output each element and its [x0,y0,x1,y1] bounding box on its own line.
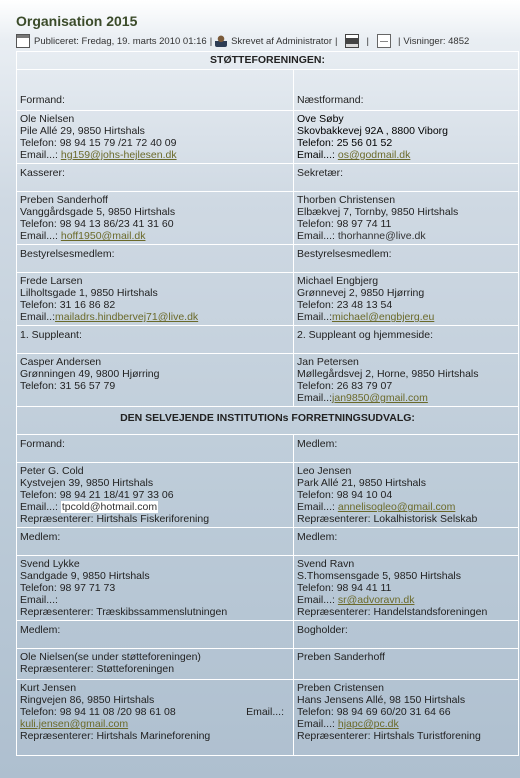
contact-phone: Telefon: 98 94 11 08 /20 98 61 08 [20,706,176,718]
email-link[interactable]: mailadrs.hindbervej71@live.dk [55,311,199,323]
email-label: Email...: [297,594,335,606]
role-text: Medlem: [297,438,338,450]
role-label [17,435,294,463]
contact-address: Kystvejen 39, 9850 Hirtshals [20,477,154,489]
separator: | [209,35,213,47]
calendar-icon [16,34,30,48]
email-label: Email...: [20,149,58,161]
role-text: Formand: [20,438,65,450]
contact-name: Ole Nielsen(se under støtteforeningen) [20,651,201,663]
contact-name: Michael Engbjerg [297,275,379,287]
role-text: Bogholder: [297,624,348,636]
section-heading: DEN SELVEJENDE INSTITUTIONs FORRETNINGSUDVALG: [17,407,519,435]
contact-name: Casper Andersen [20,356,102,368]
email-link[interactable]: michael@engbjerg.eu [332,311,435,323]
role-label [17,164,294,192]
contact-name: Leo Jensen [297,465,352,477]
email-link[interactable]: annelisogleo@gmail.com [337,501,456,513]
contact-address: Hans Jensens Allé, 98 150 Hirtshals [297,694,466,706]
role-text: Næstformand: [297,94,364,106]
contact-card [17,556,294,621]
contact-phone: Telefon: 98 94 21 18/41 97 33 06 [20,489,174,501]
separator: | [397,35,401,47]
contact-address: Ringvejen 86, 9850 Hirtshals [20,694,155,706]
contact-card [294,649,519,680]
contact-phone: Telefon: 98 94 13 86/23 41 31 60 [20,218,174,230]
represents: Repræsenterer: Handelstandsforeningen [297,606,488,618]
contact-address: Vanggårdsgade 5, 9850 Hirtshals [20,206,176,218]
contact-address: S.Thomsensgade 5, 9850 Hirtshals [297,570,462,582]
published-date: Publiceret: Fredag, 19. marts 2010 01:16 [34,35,207,47]
contact-phone: Telefon: 31 56 57 79 [20,380,116,392]
email-label: Email...: [297,149,335,161]
separator: | [366,35,369,47]
role-label [17,245,294,273]
contact-phone: Telefon: 31 16 86 82 [20,299,116,311]
contact-address: Sandgade 9, 9850 Hirtshals [20,570,150,582]
contact-address: Pile Allé 29, 9850 Hirtshals [20,125,145,137]
role-text: Bestyrelsesmedlem: [297,248,392,260]
author-icon [215,35,227,47]
email-label: Email...: [246,706,284,718]
email-label: Email...: [20,230,58,242]
represents: Repræsenterer: Støtteforeningen [20,663,175,675]
represents: Repræsenterer: Hirtshals Marineforening [20,730,211,742]
contact-address: Møllegårdsvej 2, Horne, 9850 Hirtshals [297,368,479,380]
email-label: Email...: [297,501,335,513]
contact-name: Jan Petersen [297,356,359,368]
contact-address: Grønningen 49, 9800 Hjørring [20,368,160,380]
article-meta [16,33,516,49]
role-label [17,70,294,111]
contact-card [294,680,519,756]
contact-name: Preben Sanderhoff [297,651,385,663]
contact-address: Skovbakkevej 92A , 8800 Viborg [297,125,448,137]
contact-phone: Telefon: 98 97 71 73 [20,582,116,594]
role-text: 2. Suppleant og hjemmeside: [297,329,434,341]
contact-address: Elbækvej 7, Tornby, 9850 Hirtshals [297,206,459,218]
role-label [294,70,519,111]
email-label: Email...: [297,230,335,242]
role-label [294,528,519,556]
contact-card [17,354,294,407]
contact-phone: Telefon: 26 83 79 07 [297,380,393,392]
role-label [294,621,519,649]
contact-card [294,354,519,407]
contact-address: Grønnevej 2, 9850 Hjørring [297,287,425,299]
role-text: Bestyrelsesmedlem: [20,248,115,260]
email-label: Email...: [297,718,335,730]
contact-card [17,192,294,245]
represents: Repræsenterer: Lokalhistorisk Selskab [297,513,478,525]
role-text: Medlem: [20,531,61,543]
contact-card [294,111,519,164]
contact-phone: Telefon: 98 94 10 04 [297,489,393,501]
email-label: Email..: [297,311,333,323]
role-label [294,326,519,354]
email-label: Email...: [20,501,58,513]
email-link[interactable]: hjapc@pc.dk [337,718,399,730]
contact-card [294,556,519,621]
contact-name: Svend Ravn [297,558,355,570]
contact-name: Preben Cristensen [297,682,384,694]
role-label [17,528,294,556]
contact-name: Ole Nielsen [20,113,75,125]
contact-address: Lilholtsgade 1, 9850 Hirtshals [20,287,158,299]
section-heading: STØTTEFORENINGEN: [17,52,519,70]
view-count: Visninger: 4852 [403,35,470,47]
contact-card [17,680,294,756]
email-link[interactable]: hg159@johs-hejlesen.dk [60,149,177,161]
role-label [294,164,519,192]
contact-name: Peter G. Cold [20,465,84,477]
role-label [17,621,294,649]
role-label [17,326,294,354]
contact-card [17,111,294,164]
contact-card [17,463,294,528]
role-label [294,245,519,273]
role-text: Medlem: [297,531,338,543]
contact-phone: Telefon: 25 56 01 52 [297,137,393,149]
role-text: Sekretær: [297,167,344,179]
role-text: Kasserer: [20,167,65,179]
email-label: Email..: [20,311,56,323]
organisation-table [16,51,519,756]
print-icon[interactable] [345,34,359,48]
role-text: 1. Suppleant: [20,329,82,341]
contact-phone: Telefon: 98 97 74 11 [297,218,392,230]
contact-phone: Telefon: 98 94 15 79 /21 72 40 09 [20,137,177,149]
contact-name: Preben Sanderhoff [20,194,108,206]
role-text: Medlem: [20,624,61,636]
represents: Repræsenterer: Træskibssammenslutningen [20,606,228,618]
email-text: thorhanne@live.dk [337,230,426,242]
email-link[interactable]: os@godmail.dk [337,149,411,161]
author: Skrevet af Administrator [231,35,333,47]
contact-card [294,192,519,245]
contact-name: Kurt Jensen [20,682,77,694]
page-title: Organisation 2015 [16,13,138,29]
contact-address: Park Allé 21, 9850 Hirtshals [297,477,426,489]
represents: Repræsenterer: Hirtshals Fiskeriforening [20,513,210,525]
email-label: Email..: [297,392,333,404]
separator: | [335,35,338,47]
represents: Repræsenterer: Hirtshals Turistforening [297,730,481,742]
role-text: Formand: [20,94,65,106]
contact-name: Frede Larsen [20,275,83,287]
contact-card [17,273,294,326]
contact-card [294,463,519,528]
contact-card [17,649,294,680]
email-link[interactable]: sr@advoravn.dk [337,594,415,606]
contact-card [294,273,519,326]
email-link[interactable]: kuli.jensen@gmail.com [20,718,129,730]
email-link[interactable]: hoff1950@mail.dk [60,230,146,242]
email-label: Email...: [20,594,58,606]
contact-name: Thorben Christensen [297,194,396,206]
role-label [294,435,519,463]
email-link[interactable]: jan9850@gmail.com [332,392,428,404]
contact-phone: Telefon: 23 48 13 54 [297,299,393,311]
email-icon[interactable] [377,34,391,48]
contact-phone: Telefon: 98 94 69 60/20 31 64 66 [297,706,451,718]
contact-name: Ove Søby [297,113,344,125]
contact-phone: Telefon: 98 94 41 11 [297,582,392,594]
contact-name: Svend Lykke [20,558,80,570]
email-text[interactable]: tpcold@hotmail.com [61,501,158,513]
